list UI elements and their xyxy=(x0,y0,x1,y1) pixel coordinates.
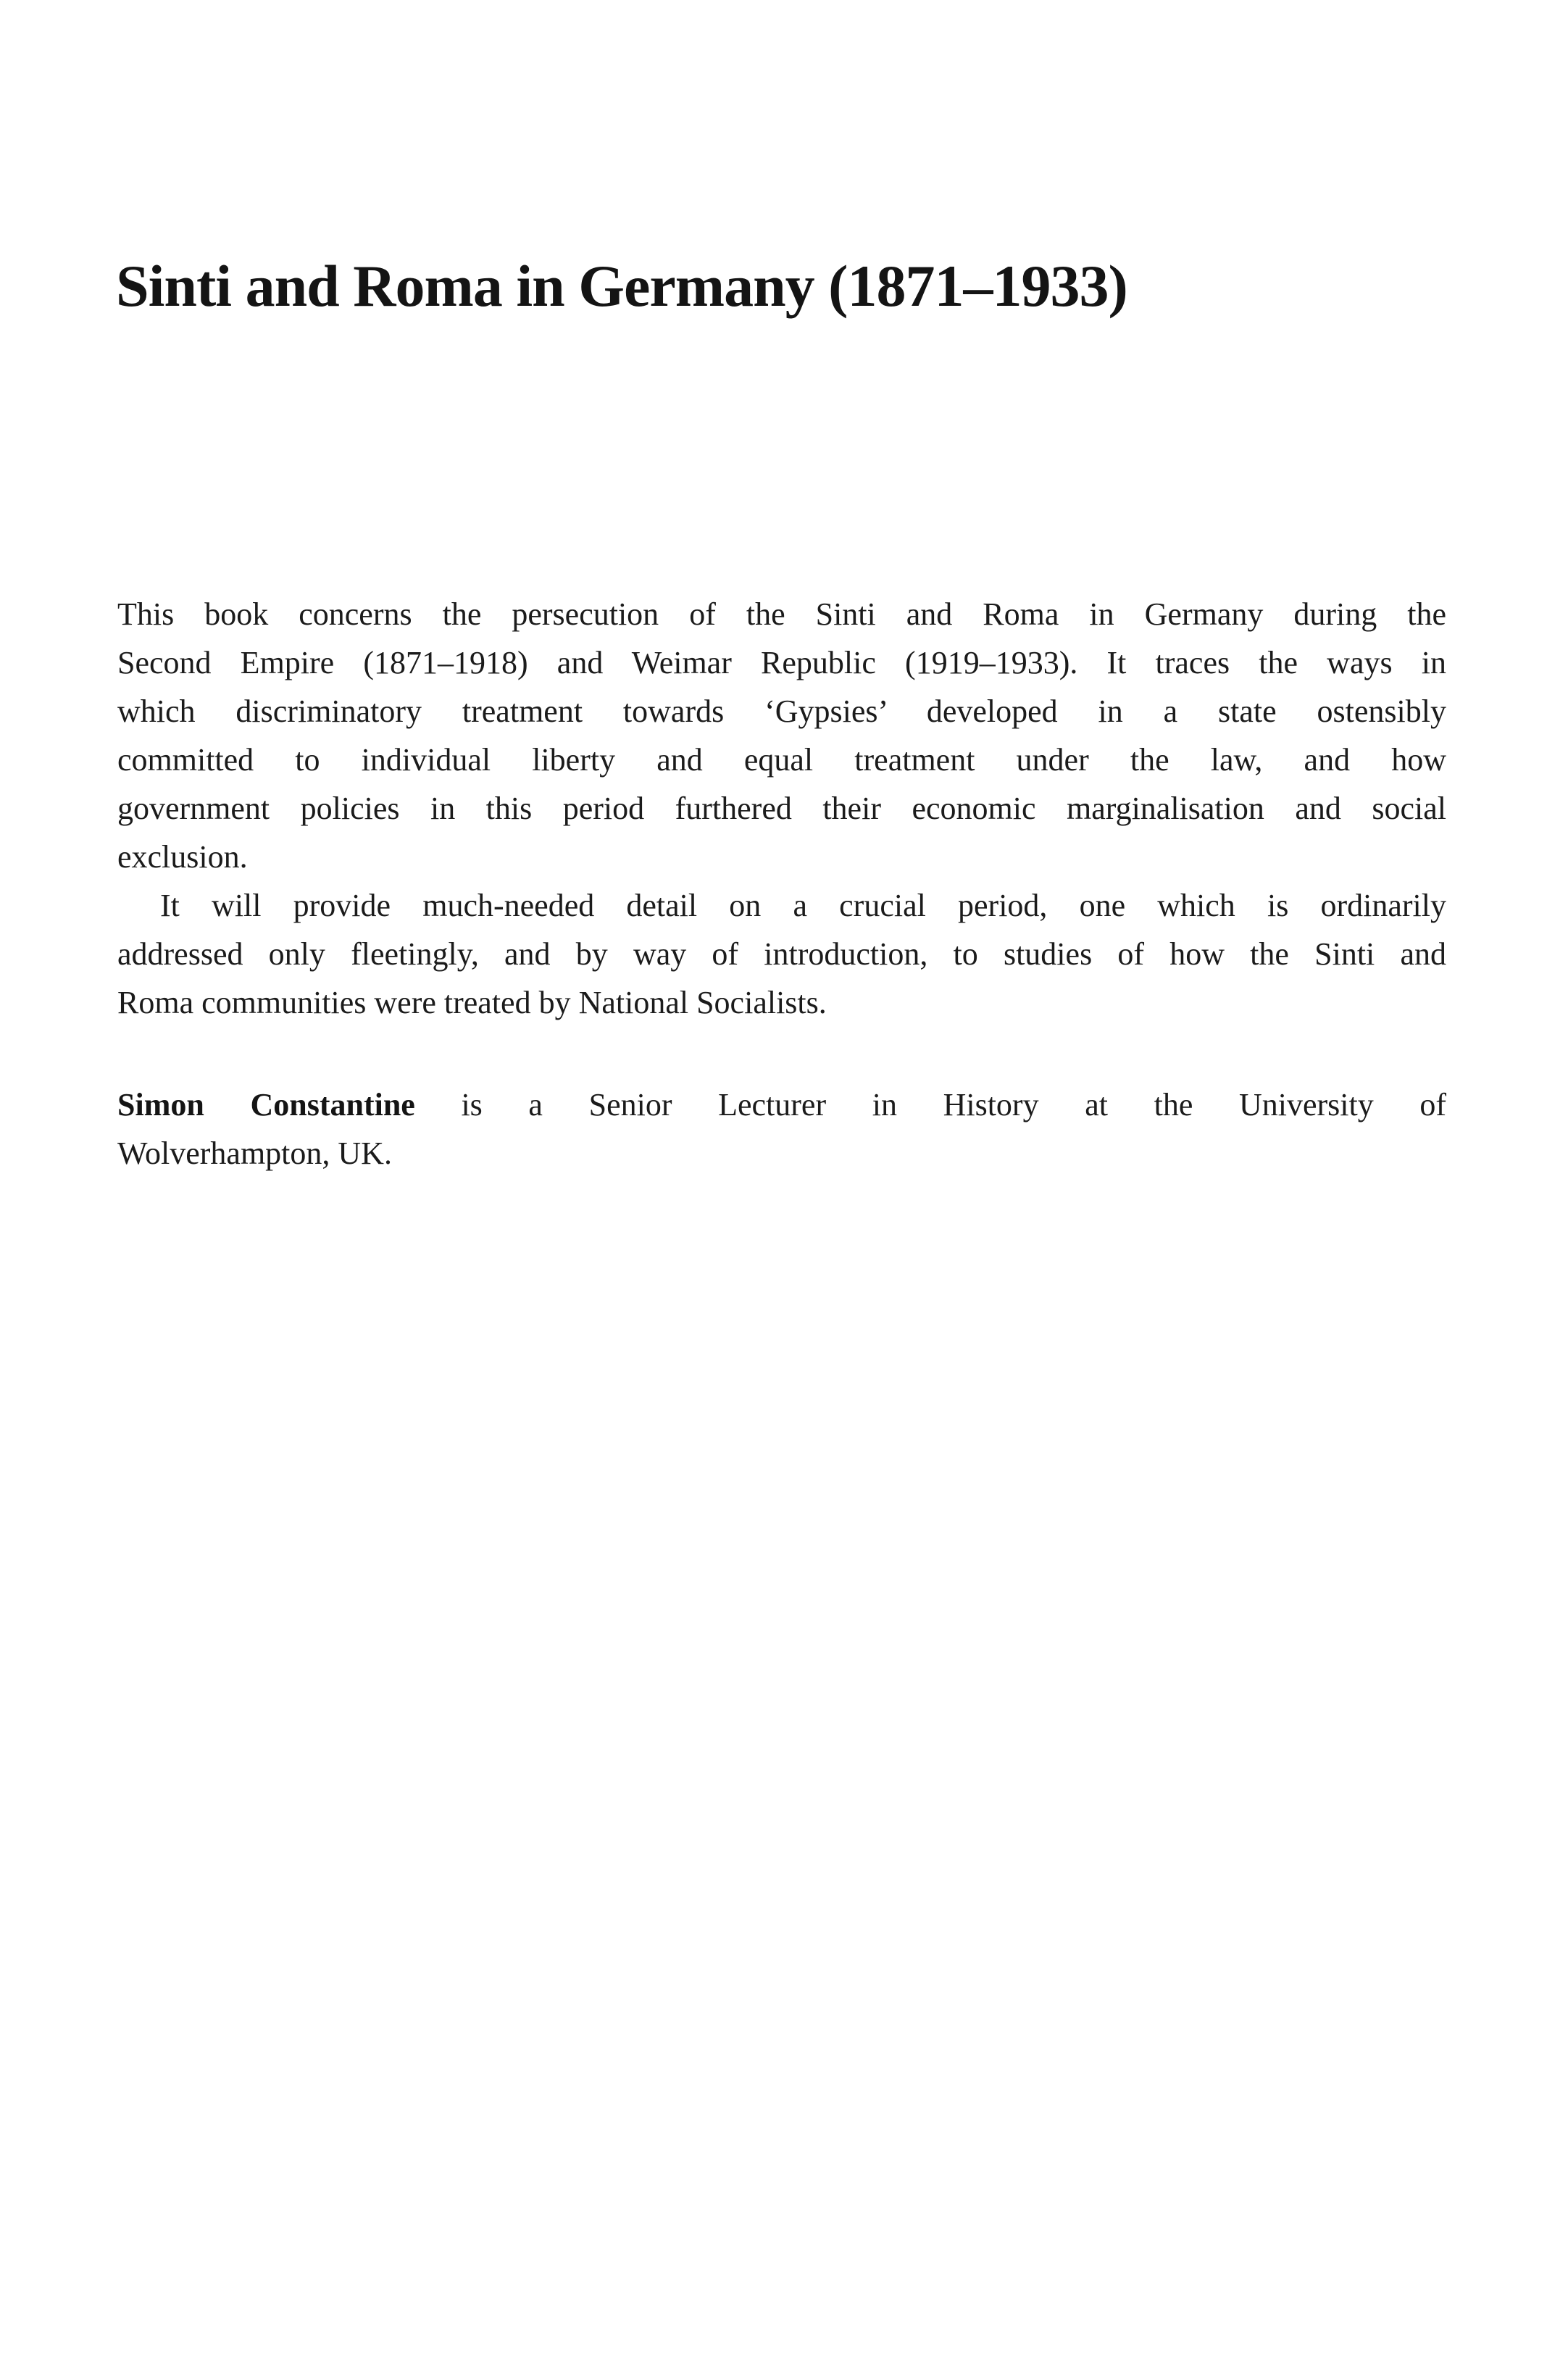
text-line: Wolverhampton, UK. xyxy=(117,1136,392,1171)
synopsis-block xyxy=(117,590,1446,1178)
synopsis-paragraph-2 xyxy=(117,881,1446,1027)
text-line: which discriminatory treatment towards ‘Gypsies’ developed in a state ostensibly xyxy=(117,693,1446,729)
text-line: Second Empire (1871–1918) and Weimar Republic (1919–1933). It traces the ways in xyxy=(117,645,1446,680)
text-line: exclusion. xyxy=(117,839,248,875)
author-bio-text: is a Senior Lecturer in History at the University of xyxy=(414,1087,1447,1122)
text-line xyxy=(117,1080,1446,1129)
page-title: Sinti and Roma in Germany (1871–1933) xyxy=(116,253,1127,319)
author-name: Simon Constantine xyxy=(117,1087,415,1122)
text-line: Roma communities were treated by National Socialists. xyxy=(117,985,827,1020)
text-line: This book concerns the persecution of the Sinti and Roma in Germany during the xyxy=(117,596,1446,632)
text-line: committed to individual liberty and equal treatment under the law, and how xyxy=(117,742,1446,778)
text-line: addressed only fleetingly, and by way of introduction, to studies of how the Sinti and xyxy=(117,936,1446,972)
text-line: government policies in this period furthered their economic marginalisation and social xyxy=(117,791,1446,826)
synopsis-paragraph-1 xyxy=(117,590,1446,881)
text-line: It will provide much-needed detail on a crucial period, one which is ordinarily xyxy=(160,888,1446,923)
author-bio xyxy=(117,1080,1446,1178)
